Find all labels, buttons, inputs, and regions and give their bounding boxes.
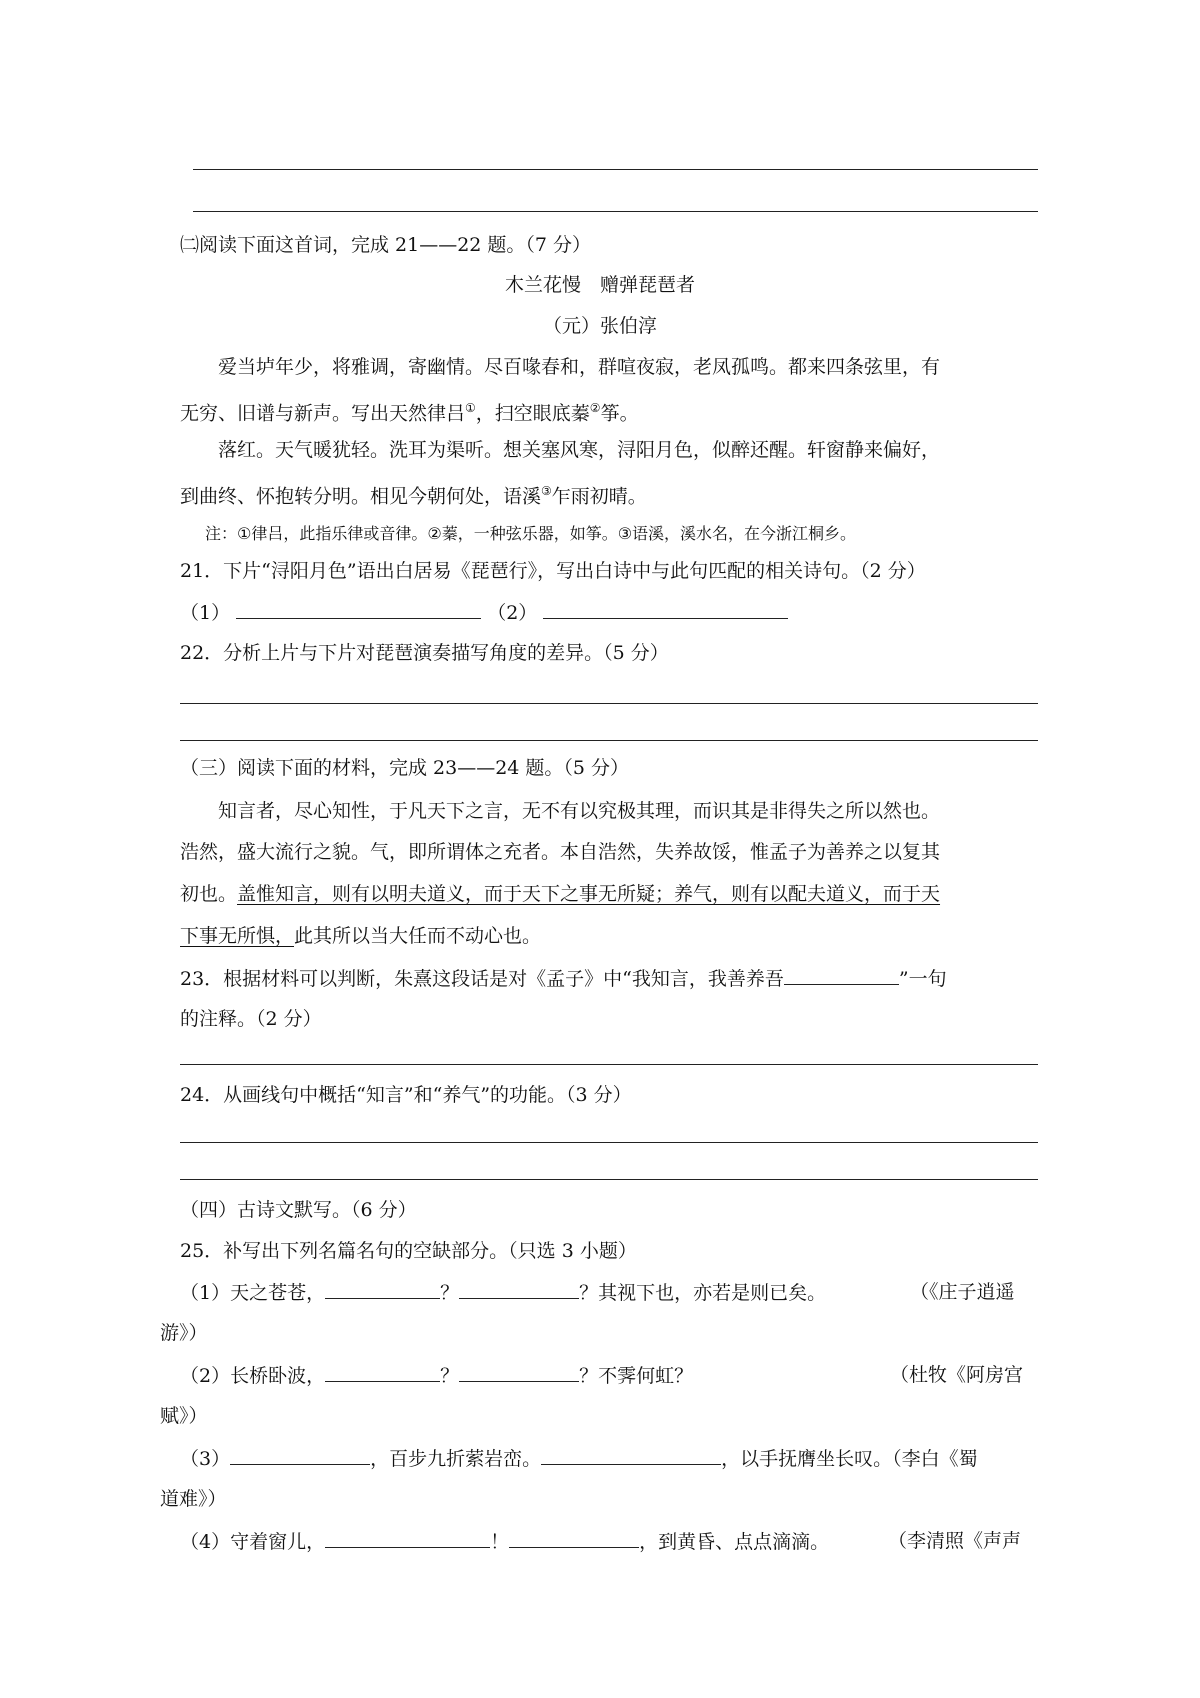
passage-line3 — [180, 882, 940, 906]
fill-item-4 — [180, 1529, 829, 1554]
item-text: （2）长桥卧波， — [180, 1365, 326, 1387]
question-22: 22．分析上片与下片对琵琶演奏描写角度的差异。（5 分） — [180, 642, 669, 664]
answer-blank[interactable] — [541, 1446, 721, 1465]
answer-blank[interactable] — [325, 1529, 490, 1548]
passage-line2: 浩然，盛大流行之貌。气，即所谓体之充者。本自浩然，失养故馁，惟孟子为善养之以复其 — [180, 841, 941, 863]
answer-blank[interactable] — [509, 1529, 639, 1548]
item-text: ？ — [440, 1282, 460, 1304]
question-23-cont: 的注释。（2 分） — [180, 1008, 322, 1030]
answer-line — [193, 169, 1038, 170]
poem-author: （元）张伯淳 — [542, 315, 657, 337]
poem-stanza2-line2 — [180, 479, 647, 508]
item-text: ！ — [490, 1531, 510, 1553]
item-text: （4）守着窗儿， — [180, 1531, 326, 1553]
answer-label: （2） — [487, 602, 538, 624]
answer-blank[interactable] — [325, 1363, 440, 1382]
poem-stanza1-line2 — [180, 396, 639, 425]
fill-item-2 — [180, 1363, 693, 1388]
answer-blank[interactable] — [784, 966, 899, 985]
item-text: ？不霁何虹？ — [579, 1365, 694, 1387]
passage-line1: 知言者，尽心知性，于凡天下之言，无不有以究极其理，而识其是非得失之所以然也。 — [218, 800, 941, 822]
item-text: （1）天之苍苍， — [180, 1282, 326, 1304]
passage-line4 — [180, 924, 541, 948]
underlined-sentence: 下事无所惧， — [180, 925, 295, 947]
passage-text: 此其所以当大任而不动心也。 — [294, 925, 542, 947]
poem-title: 木兰花慢 赠弹琵琶者 — [504, 274, 695, 296]
fill-item-3 — [180, 1446, 978, 1471]
poem-text: ，扫空眼底蓁 — [475, 402, 590, 425]
section2-header: ㈡阅读下面这首词，完成 21——22 题。（7 分） — [180, 234, 592, 256]
poem-stanza1-line1: 爱当垆年少，将雅调，寄幽情。尽百喙春和，群喧夜寂，老凤孤鸣。都来四条弦里，有 — [218, 356, 941, 378]
item-1-source: （《庄子逍遥 — [910, 1281, 1015, 1303]
fill-item-1 — [180, 1280, 826, 1305]
answer-blank[interactable] — [325, 1280, 440, 1299]
answer-line[interactable] — [180, 1179, 1038, 1180]
item-2-source: （杜牧《阿房宫 — [890, 1364, 1024, 1386]
question-24: 24．从画线句中概括“知言”和“养气”的功能。（3 分） — [180, 1084, 632, 1106]
item-text: ，以手抚膺坐长叹。（李白《蜀 — [721, 1448, 978, 1470]
item-text: ，百步九折萦岩峦。 — [370, 1448, 542, 1470]
item-text: ，到黄昏、点点滴滴。 — [639, 1531, 830, 1553]
question-21-answers — [180, 600, 788, 625]
underlined-sentence: 盖惟知言，则有以明夫道义，而于天下之事无所疑；养气，则有以配夫道义，而于天 — [237, 883, 941, 905]
answer-blank[interactable] — [543, 600, 788, 619]
note-marker: ② — [589, 401, 601, 415]
item-text: ？ — [440, 1365, 460, 1387]
answer-blank[interactable] — [459, 1280, 579, 1299]
question-21: 21．下片“浔阳月色”语出白居易《琵琶行》，写出白诗中与此句匹配的相关诗句。（2 分） — [180, 560, 926, 582]
answer-blank[interactable] — [459, 1363, 579, 1382]
question-text: ”一句 — [898, 968, 947, 990]
answer-blank[interactable] — [230, 1446, 370, 1465]
answer-blank[interactable] — [236, 600, 481, 619]
passage-text: 初也。 — [180, 883, 238, 905]
question-25: 25．补写出下列名篇名句的空缺部分。（只选 3 小题） — [180, 1240, 637, 1262]
note-marker: ③ — [541, 484, 552, 498]
question-text: 23．根据材料可以判断，朱熹这段话是对《孟子》中“我知言，我善养吾 — [180, 968, 784, 990]
section4-header: （四）古诗文默写。（6 分） — [180, 1199, 417, 1221]
item-3-source-cont: 道难》） — [160, 1488, 227, 1510]
note-marker: ① — [465, 401, 476, 415]
poem-stanza2-line1: 落红。天气暖犹轻。洗耳为渠听。想关塞风寒，浔阳月色，似醉还醒。轩窗静来偏好， — [218, 439, 941, 461]
poem-text: 乍雨初晴。 — [551, 485, 647, 508]
poem-notes: 注：①律吕，此指乐律或音律。②蓁，一种弦乐器，如筝。③语溪，溪水名，在今浙江桐乡。 — [205, 524, 857, 543]
section3-header: （三）阅读下面的材料，完成 23——24 题。（5 分） — [180, 757, 630, 779]
poem-text: 到曲终、怀抱转分明。相见今朝何处，语溪 — [180, 485, 542, 508]
answer-line[interactable] — [180, 740, 1038, 741]
answer-line[interactable] — [180, 1064, 1038, 1065]
item-2-source-cont: 赋》） — [160, 1405, 208, 1427]
poem-text: 筝。 — [600, 402, 639, 425]
poem-text: 无穷、旧谱与新声。写出天然律吕 — [180, 402, 466, 425]
item-4-source: （李清照《声声 — [888, 1530, 1022, 1552]
item-text: （3） — [180, 1448, 231, 1470]
item-text: ？其视下也，亦若是则已矣。 — [579, 1282, 827, 1304]
item-1-source-cont: 游》） — [160, 1322, 208, 1344]
answer-line — [193, 211, 1038, 212]
answer-label: （1） — [180, 602, 231, 624]
answer-line[interactable] — [180, 1142, 1038, 1143]
question-23 — [180, 966, 947, 991]
answer-line[interactable] — [180, 703, 1038, 704]
